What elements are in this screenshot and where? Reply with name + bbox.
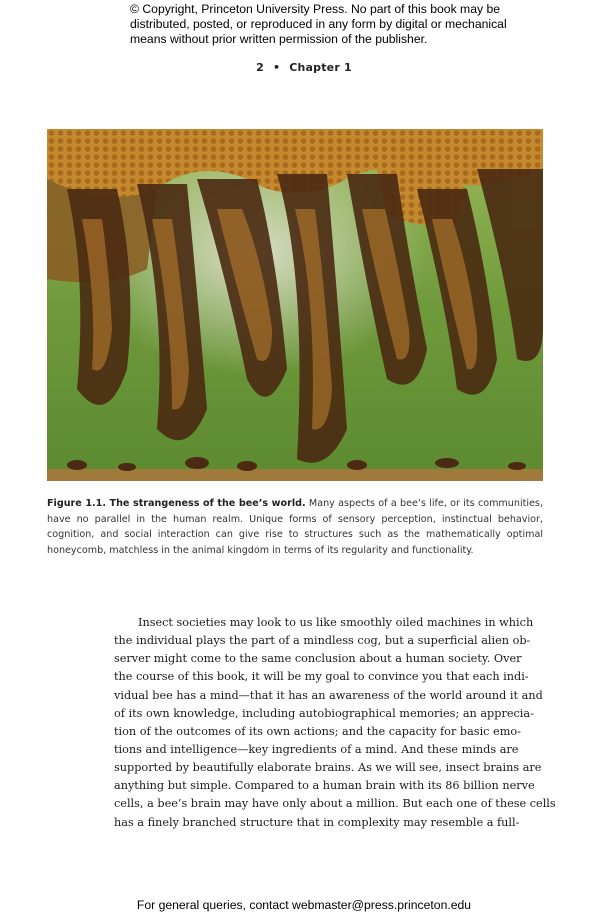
copyright-line: © Copyright, Princeton University Press. No part of this book may be xyxy=(130,2,501,16)
text-line: vidual bee has a mind—that it has an awareness of the world around it and xyxy=(114,688,543,702)
text-line: the individual plays the part of a mindless cog, but a superficial alien ob- xyxy=(114,634,531,648)
text-line: tions and intelligence—key ingredients of a mind. And these minds are xyxy=(114,742,519,756)
text-line: Insect societies may look to us like smoothly oiled machines in which xyxy=(138,616,534,629)
body-paragraph xyxy=(114,614,556,832)
text-line: server might come to the same conclusion about a human society. Over xyxy=(114,652,522,666)
text-line: of its own knowledge, including autobiographical memories; an apprecia- xyxy=(114,706,534,720)
text-line: tion of the outcomes of its own actions; and the capacity for basic emo- xyxy=(114,724,521,738)
separator-bullet: • xyxy=(272,61,281,74)
footer-contact: For general queries, contact webmaster@press.princeton.edu xyxy=(136,898,472,912)
figure-caption xyxy=(47,496,543,558)
text-line: cells, a bee’s brain may have only about a million. But each one of these cells xyxy=(114,797,556,811)
text-line: anything but simple. Compared to a human brain with its 86 billion nerve xyxy=(114,779,535,793)
text-line: supported by beautifully elaborate brains. As we will see, insect brains are xyxy=(114,761,542,775)
running-head xyxy=(0,61,608,74)
copyright-notice xyxy=(130,2,510,46)
caption-title: Figure 1.1. The strangeness of the bee’s world. xyxy=(47,498,306,509)
chapter-label: Chapter 1 xyxy=(289,61,352,74)
copyright-line: means without prior written permission of the publisher. xyxy=(130,31,428,46)
caption-text: Many aspects of a bee’s life, or its communities, have no parallel in the human realm. Unique forms of sensory perception, instinctual behavior, cognition, and social interaction can give rise to structures such as the mathematically optimal honeycomb, matchless in the animal kingdom in terms of its regularity and functionality. xyxy=(47,498,543,556)
text-line: has a finely branched structure that in complexity may resemble a full- xyxy=(114,815,520,829)
text-line: the course of this book, it will be my goal to convince you that each indi- xyxy=(114,670,529,684)
photo-illustration xyxy=(47,129,543,481)
copyright-line: distributed, posted, or reproduced in any form by digital or mechanical xyxy=(130,16,507,31)
bee-honeycomb-photo xyxy=(47,129,543,481)
page-number: 2 xyxy=(256,61,264,74)
